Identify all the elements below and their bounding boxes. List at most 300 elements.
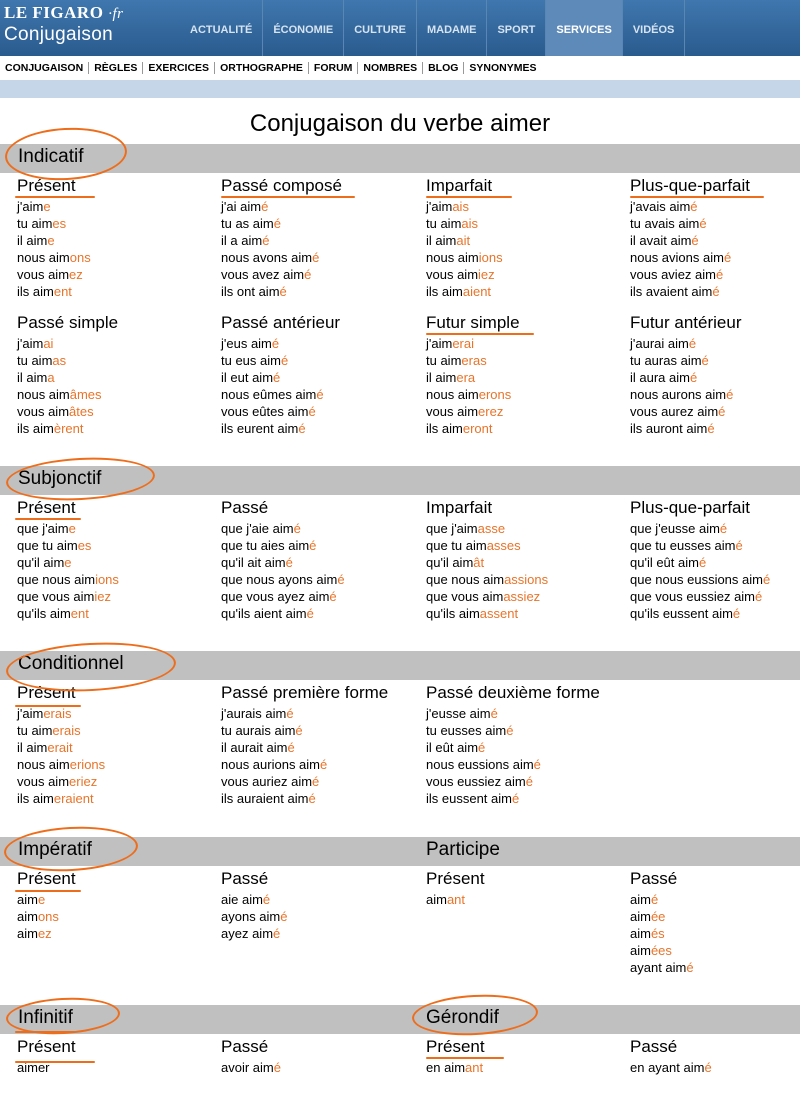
conjugation-line bbox=[221, 1059, 421, 1076]
verb-ending: es bbox=[52, 216, 67, 231]
verb-stem: j'eus aim bbox=[221, 336, 272, 351]
nav-item-actualite[interactable]: ACTUALITÉ bbox=[180, 0, 263, 56]
conjugation-line bbox=[221, 537, 421, 554]
tense-name: Passé composé bbox=[221, 176, 342, 195]
conjugation-line bbox=[426, 266, 626, 283]
verb-stem: aim bbox=[17, 892, 38, 907]
verb-stem: aim bbox=[630, 892, 651, 907]
verb-stem: ils aim bbox=[426, 421, 463, 436]
conjugation-line bbox=[17, 420, 217, 437]
tense-block-subjonctif-imparfait bbox=[426, 498, 626, 622]
verb-stem: il aim bbox=[17, 740, 48, 755]
section-header-subjonctif bbox=[0, 466, 800, 495]
verb-stem: tu aurais aim bbox=[221, 723, 296, 738]
conjugation-line bbox=[426, 756, 626, 773]
nav-item-culture[interactable]: CULTURE bbox=[344, 0, 417, 56]
conjugation-line bbox=[426, 790, 626, 807]
conjugation-line bbox=[630, 266, 800, 283]
verb-ending: ez bbox=[37, 926, 52, 941]
verb-ending: erez bbox=[478, 404, 504, 419]
verb-stem: nous avions aim bbox=[630, 250, 724, 265]
tense-block-indicatif-futur-simple bbox=[426, 313, 626, 437]
verb-ending: ais bbox=[461, 216, 479, 231]
verb-ending: é bbox=[280, 353, 289, 368]
verb-ending: é bbox=[525, 774, 533, 789]
verb-stem: que tu aies aim bbox=[221, 538, 310, 553]
verb-ending: iez bbox=[478, 267, 495, 282]
tense-block-indicatif-passe-anterieur bbox=[221, 313, 421, 437]
conjugation-line bbox=[17, 403, 217, 420]
conjugation-line bbox=[221, 369, 421, 386]
verb-ending: ée bbox=[650, 909, 666, 924]
verb-ending: é bbox=[285, 555, 293, 570]
section-title: Impératif bbox=[18, 839, 92, 860]
conjugation-line bbox=[426, 520, 626, 537]
nav-item-economie[interactable]: ÉCONOMIE bbox=[263, 0, 344, 56]
verb-stem: que tu aim bbox=[17, 538, 78, 553]
verb-stem: vous aim bbox=[426, 267, 479, 282]
verb-stem: en ayant aim bbox=[630, 1060, 705, 1075]
tense-name: Présent bbox=[426, 1037, 485, 1056]
verb-ending: é bbox=[698, 555, 707, 570]
tense-block-indicatif-plus-que-parfait bbox=[630, 176, 800, 300]
conjugation-line bbox=[221, 554, 421, 571]
verb-ending: ions bbox=[95, 572, 119, 587]
verb-ending: é bbox=[308, 791, 316, 806]
verb-ending: é bbox=[701, 353, 709, 368]
conjugation-line bbox=[426, 403, 626, 420]
verb-stem: aimer bbox=[17, 1060, 50, 1075]
section-title-gerondif: Gérondif bbox=[426, 1007, 499, 1028]
verb-ending: é bbox=[735, 538, 743, 553]
verb-stem: ils ont aim bbox=[221, 284, 280, 299]
verb-ending: aient bbox=[462, 284, 492, 299]
conjugation-line bbox=[426, 283, 626, 300]
conjugation-line bbox=[17, 215, 217, 232]
verb-ending: iez bbox=[94, 589, 111, 604]
tense-block-infinitif-passe bbox=[221, 1037, 421, 1076]
verb-ending: ées bbox=[650, 943, 672, 958]
conjugation-line bbox=[426, 215, 626, 232]
verb-stem: nous aim bbox=[17, 757, 70, 772]
conjugation-line bbox=[630, 554, 800, 571]
verb-stem: qu'ils eussent aim bbox=[630, 606, 733, 621]
conjugation-line bbox=[221, 705, 421, 722]
verb-stem: il aim bbox=[17, 233, 48, 248]
tense-name: Passé bbox=[221, 1037, 269, 1056]
conjugation-line bbox=[17, 554, 217, 571]
verb-stem: qu'il aim bbox=[426, 555, 474, 570]
nav-item-madame[interactable]: MADAME bbox=[417, 0, 488, 56]
conjugation-line bbox=[630, 386, 800, 403]
verb-ending: é bbox=[293, 521, 301, 536]
verb-stem: ils aim bbox=[17, 284, 54, 299]
verb-ending: é bbox=[478, 740, 486, 755]
verb-stem: j'aim bbox=[17, 199, 44, 214]
conjugation-line bbox=[426, 369, 626, 386]
verb-stem: vous aurez aim bbox=[630, 404, 719, 419]
conjugation-line bbox=[17, 537, 217, 554]
verb-stem: nous aurions aim bbox=[221, 757, 320, 772]
verb-stem: il aim bbox=[17, 370, 48, 385]
nav-item-sport[interactable]: SPORT bbox=[487, 0, 546, 56]
conjugation-line bbox=[17, 891, 217, 908]
verb-stem: aim bbox=[17, 926, 38, 941]
conjugation-line bbox=[630, 588, 800, 605]
verb-stem: tu aim bbox=[17, 353, 53, 368]
verb-stem: nous aurons aim bbox=[630, 387, 727, 402]
conjugation-line bbox=[630, 369, 800, 386]
verb-stem: vous avez aim bbox=[221, 267, 305, 282]
verb-ending: ait bbox=[456, 233, 471, 248]
conjugation-line bbox=[630, 925, 800, 942]
conjugation-line bbox=[17, 925, 217, 942]
verb-stem: il aim bbox=[426, 233, 457, 248]
verb-ending: é bbox=[691, 233, 699, 248]
verb-stem: nous aim bbox=[426, 250, 479, 265]
verb-ending: erions bbox=[69, 757, 106, 772]
conjugation-line bbox=[630, 198, 800, 215]
tense-block-subjonctif-present bbox=[17, 498, 217, 622]
conjugation-line bbox=[221, 266, 421, 283]
verb-stem: vous aviez aim bbox=[630, 267, 716, 282]
verb-stem: qu'ils aim bbox=[426, 606, 480, 621]
verb-stem: nous aim bbox=[426, 387, 479, 402]
verb-ending: eras bbox=[461, 353, 487, 368]
verb-ending: é bbox=[298, 421, 306, 436]
verb-stem: ayant aim bbox=[630, 960, 687, 975]
section-header-conditionnel bbox=[0, 651, 800, 680]
tense-block-indicatif-passe-simple bbox=[17, 313, 217, 437]
subnav-item-regles[interactable]: RÈGLES bbox=[89, 62, 143, 74]
verb-stem: il eût aim bbox=[426, 740, 479, 755]
verb-stem: il aura aim bbox=[630, 370, 690, 385]
verb-ending: é bbox=[718, 404, 726, 419]
verb-ending: é bbox=[762, 572, 771, 587]
conjugation-line bbox=[426, 554, 626, 571]
conjugation-line bbox=[17, 908, 217, 925]
verb-stem: qu'il ait aim bbox=[221, 555, 286, 570]
conjugation-line bbox=[426, 420, 626, 437]
verb-ending: é bbox=[309, 538, 317, 553]
verb-ending: é bbox=[261, 199, 269, 214]
verb-ending: é bbox=[707, 421, 715, 436]
conjugation-line bbox=[426, 198, 626, 215]
tense-block-infinitif-present bbox=[17, 1037, 217, 1076]
verb-ending: é bbox=[306, 606, 314, 621]
tense-name: Passé bbox=[630, 1037, 678, 1056]
section-title-participe: Participe bbox=[426, 839, 500, 860]
nav-item-services[interactable]: SERVICES bbox=[546, 0, 622, 56]
verb-stem: qu'ils aim bbox=[17, 606, 71, 621]
section-header-indicatif bbox=[0, 144, 800, 173]
verb-ending: é bbox=[262, 892, 271, 907]
tense-name: Présent bbox=[17, 683, 76, 702]
verb-ending: é bbox=[320, 757, 328, 772]
verb-ending: é bbox=[287, 740, 295, 755]
conjugation-line bbox=[630, 1059, 800, 1076]
verb-ending: eraient bbox=[53, 791, 94, 806]
verb-ending: é bbox=[511, 791, 520, 806]
conjugation-line bbox=[221, 571, 421, 588]
verb-stem: j'aim bbox=[17, 706, 44, 721]
verb-stem: vous auriez aim bbox=[221, 774, 313, 789]
conjugation-line bbox=[630, 605, 800, 622]
verb-stem: tu eus aim bbox=[221, 353, 281, 368]
conjugation-line bbox=[630, 537, 800, 554]
verb-stem: ils aim bbox=[426, 284, 463, 299]
conjugation-line bbox=[221, 605, 421, 622]
verb-ending: era bbox=[456, 370, 476, 385]
verb-stem: tu aim bbox=[426, 216, 462, 231]
conjugation-line bbox=[17, 352, 217, 369]
tense-name: Présent bbox=[17, 498, 76, 517]
verb-ending: ât bbox=[473, 555, 485, 570]
conjugation-line bbox=[630, 232, 800, 249]
tense-name: Futur simple bbox=[426, 313, 520, 332]
verb-ending: é bbox=[650, 892, 659, 907]
verb-stem: nous aim bbox=[17, 250, 70, 265]
verb-ending: ant bbox=[446, 892, 466, 907]
verb-stem: tu as aim bbox=[221, 216, 274, 231]
verb-ending: as bbox=[52, 353, 67, 368]
verb-ending: é bbox=[295, 723, 303, 738]
conjugation-line bbox=[221, 198, 421, 215]
conjugation-line bbox=[221, 891, 421, 908]
conjugation-line bbox=[221, 420, 421, 437]
conjugation-line bbox=[426, 705, 626, 722]
verb-ending: é bbox=[316, 387, 324, 402]
conjugation-line bbox=[630, 908, 800, 925]
tense-name: Imparfait bbox=[426, 498, 493, 517]
tense-block-indicatif-present bbox=[17, 176, 217, 300]
verb-ending: é bbox=[312, 774, 320, 789]
verb-stem: j'aim bbox=[426, 199, 453, 214]
verb-stem: que vous aim bbox=[426, 589, 504, 604]
verb-ending: asses bbox=[486, 538, 521, 553]
conjugation-line bbox=[221, 756, 421, 773]
conjugation-line bbox=[17, 335, 217, 352]
conjugation-line bbox=[630, 891, 800, 908]
conjugation-line bbox=[221, 588, 421, 605]
verb-ending: és bbox=[650, 926, 665, 941]
conjugation-line bbox=[426, 386, 626, 403]
section-header-imperatif bbox=[0, 837, 800, 866]
conjugation-line bbox=[630, 959, 800, 976]
tense-block-conditionnel-passe-premiere-forme bbox=[221, 683, 421, 807]
verb-stem: j'eusse aim bbox=[426, 706, 491, 721]
verb-ending: ions bbox=[478, 250, 503, 265]
conjugation-line bbox=[17, 266, 217, 283]
conjugation-line bbox=[221, 232, 421, 249]
subnav-item-conjugaison[interactable]: CONJUGAISON bbox=[0, 62, 89, 74]
verb-ending: é bbox=[273, 926, 281, 941]
conjugation-line bbox=[426, 232, 626, 249]
brand[interactable] bbox=[4, 3, 123, 46]
verb-ending: ais bbox=[452, 199, 469, 214]
conjugation-line bbox=[221, 215, 421, 232]
verb-stem: ils aim bbox=[17, 791, 54, 806]
verb-ending: e bbox=[68, 521, 76, 536]
verb-ending: é bbox=[262, 233, 270, 248]
verb-stem: aim bbox=[426, 892, 447, 907]
tense-block-infinitif-present bbox=[426, 1037, 626, 1076]
conjugation-line bbox=[426, 773, 626, 790]
conjugation-line bbox=[221, 283, 421, 300]
tense-block-conditionnel-present bbox=[17, 683, 217, 807]
conjugation-line bbox=[17, 232, 217, 249]
verb-stem: qu'il eût aim bbox=[630, 555, 699, 570]
conjugation-line bbox=[17, 571, 217, 588]
conjugation-line bbox=[221, 249, 421, 266]
tense-block-imperatif-present bbox=[426, 869, 626, 908]
conjugation-line bbox=[17, 369, 217, 386]
conjugation-line bbox=[17, 283, 217, 300]
verb-ending: é bbox=[712, 284, 720, 299]
tense-block-indicatif-passe-compose bbox=[221, 176, 421, 300]
tense-name: Présent bbox=[426, 869, 485, 888]
conjugation-line bbox=[426, 722, 626, 739]
tense-name: Imparfait bbox=[426, 176, 493, 195]
verb-stem: qu'ils aient aim bbox=[221, 606, 307, 621]
tense-name: Passé bbox=[630, 869, 678, 888]
verb-stem: il aim bbox=[426, 370, 457, 385]
verb-ending: erait bbox=[47, 740, 73, 755]
subnav-item-synonymes[interactable]: SYNONYMES bbox=[469, 62, 537, 74]
verb-stem: tu aim bbox=[17, 216, 53, 231]
verb-stem: vous aim bbox=[17, 267, 70, 282]
conjugation-line bbox=[426, 588, 626, 605]
tense-block-imperatif-passe bbox=[221, 869, 421, 942]
conjugation-line bbox=[221, 790, 421, 807]
conjugation-line bbox=[17, 705, 217, 722]
subnav-item-blog[interactable]: BLOG bbox=[423, 62, 464, 74]
verb-ending: é bbox=[688, 336, 697, 351]
verb-stem: tu aim bbox=[426, 353, 462, 368]
verb-ending: assiez bbox=[503, 589, 541, 604]
conjugation-line bbox=[221, 335, 421, 352]
conjugation-line bbox=[17, 386, 217, 403]
verb-stem: que j'aie aim bbox=[221, 521, 294, 536]
verb-ending: é bbox=[726, 387, 734, 402]
verb-ending: e bbox=[43, 199, 51, 214]
verb-stem: j'avais aim bbox=[630, 199, 691, 214]
conjugation-line bbox=[426, 335, 626, 352]
verb-stem: aim bbox=[630, 909, 651, 924]
verb-ending: ez bbox=[69, 267, 83, 282]
top-header bbox=[0, 0, 800, 56]
tense-block-indicatif-futur-anterieur bbox=[630, 313, 800, 437]
verb-stem: que nous aim bbox=[17, 572, 96, 587]
tense-name: Passé première forme bbox=[221, 683, 389, 702]
verb-ending: eront bbox=[462, 421, 493, 436]
nav-item-videos[interactable]: VIDÉOS bbox=[623, 0, 686, 56]
conjugation-line bbox=[426, 605, 626, 622]
verb-stem: il avait aim bbox=[630, 233, 692, 248]
tense-name: Passé bbox=[221, 498, 269, 517]
verb-ending: erai bbox=[452, 336, 475, 351]
logo-domain: ·fr bbox=[108, 6, 124, 22]
verb-ending: é bbox=[273, 1060, 281, 1075]
subnav-item-exercices[interactable]: EXERCICES bbox=[143, 62, 215, 74]
tense-name: Plus-que-parfait bbox=[630, 498, 751, 517]
verb-ending: âmes bbox=[69, 387, 102, 402]
figaro-logo[interactable]: LE FIGARO ·fr bbox=[4, 3, 124, 22]
verb-stem: avoir aim bbox=[221, 1060, 274, 1075]
conjugation-line bbox=[221, 908, 421, 925]
verb-ending: e bbox=[64, 555, 72, 570]
tense-name: Futur antérieur bbox=[630, 313, 742, 332]
verb-stem: j'aim bbox=[17, 336, 44, 351]
subnav-item-forum[interactable]: FORUM bbox=[309, 62, 359, 74]
verb-ending: é bbox=[279, 284, 287, 299]
conjugation-line bbox=[630, 352, 800, 369]
conjugation-line bbox=[17, 773, 217, 790]
site-subtitle[interactable]: Conjugaison bbox=[4, 24, 113, 45]
verb-ending: é bbox=[704, 1060, 712, 1075]
verb-ending: âtes bbox=[69, 404, 94, 419]
verb-ending: a bbox=[47, 370, 55, 385]
verb-stem: nous eussions aim bbox=[426, 757, 534, 772]
verb-ending: é bbox=[271, 336, 280, 351]
verb-stem: que vous aim bbox=[17, 589, 95, 604]
verb-ending: erais bbox=[52, 723, 81, 738]
subnav-item-orthographe[interactable]: ORTHOGRAPHE bbox=[215, 62, 309, 74]
verb-ending: erais bbox=[43, 706, 72, 721]
header-divider-bar bbox=[0, 80, 800, 98]
verb-ending: é bbox=[689, 370, 698, 385]
tense-block-infinitif-passe bbox=[630, 1037, 800, 1076]
verb-ending: é bbox=[723, 250, 732, 265]
conjugation-line bbox=[630, 403, 800, 420]
verb-stem: nous aim bbox=[17, 387, 70, 402]
verb-ending: é bbox=[273, 370, 281, 385]
verb-stem: tu avais aim bbox=[630, 216, 700, 231]
verb-ending: é bbox=[506, 723, 514, 738]
conjugation-line bbox=[221, 739, 421, 756]
verb-ending: é bbox=[280, 909, 288, 924]
verb-stem: que j'eusse aim bbox=[630, 521, 720, 536]
verb-ending: asse bbox=[477, 521, 506, 536]
verb-ending: é bbox=[755, 589, 763, 604]
verb-ending: erons bbox=[478, 387, 512, 402]
verb-stem: tu eusses aim bbox=[426, 723, 507, 738]
verb-ending: assions bbox=[504, 572, 549, 587]
verb-stem: ayez aim bbox=[221, 926, 274, 941]
conjugation-line bbox=[17, 198, 217, 215]
conjugation-line bbox=[630, 335, 800, 352]
verb-stem: tu aim bbox=[17, 723, 53, 738]
conjugation-line bbox=[17, 722, 217, 739]
tense-block-subjonctif-plus-que-parfait bbox=[630, 498, 800, 622]
verb-ending: é bbox=[312, 250, 320, 265]
verb-stem: aim bbox=[630, 943, 651, 958]
verb-stem: vous aim bbox=[17, 404, 70, 419]
verb-stem: que vous eussiez aim bbox=[630, 589, 756, 604]
tense-block-imperatif-passe bbox=[630, 869, 800, 976]
sub-nav bbox=[0, 56, 800, 80]
conjugation-line bbox=[221, 773, 421, 790]
conjugation-line bbox=[426, 571, 626, 588]
verb-stem: que tu aim bbox=[426, 538, 487, 553]
tense-name: Passé bbox=[221, 869, 269, 888]
verb-ending: assent bbox=[479, 606, 519, 621]
verb-stem: ayons aim bbox=[221, 909, 281, 924]
verb-stem: aie aim bbox=[221, 892, 263, 907]
verb-stem: j'ai aim bbox=[221, 199, 262, 214]
subnav-item-nombres[interactable]: NOMBRES bbox=[358, 62, 423, 74]
verb-stem: vous aim bbox=[426, 404, 479, 419]
